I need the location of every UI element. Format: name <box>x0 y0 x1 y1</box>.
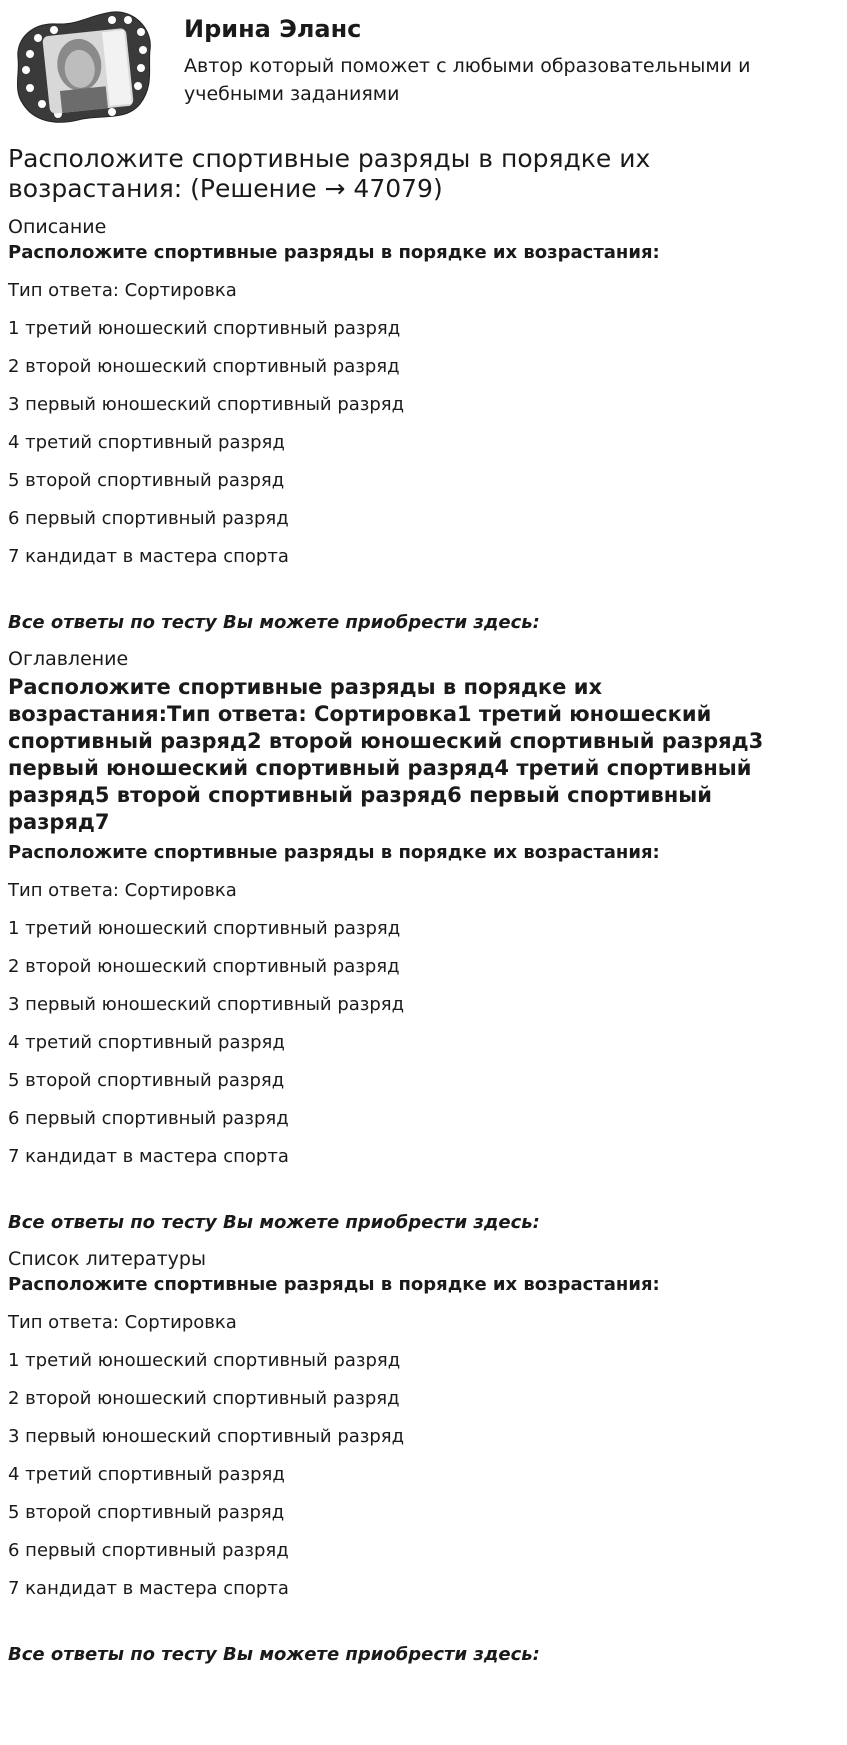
page-title: Расположите спортивные разряды в порядке их возрастания: (Решение → 47079) <box>8 144 651 203</box>
list-item: 6 первый спортивный разряд <box>8 1108 289 1129</box>
question-prompt: Расположите спортивные разряды в порядке их возрастания: <box>8 242 660 263</box>
author-card <box>8 8 828 128</box>
list-item: 1 третий юношеский спортивный разряд <box>8 1350 401 1371</box>
film-reel-frame-icon <box>8 8 158 128</box>
list-item: 1 третий юношеский спортивный разряд <box>8 918 401 939</box>
purchase-note[interactable]: Все ответы по тесту Вы можете приобрести здесь: <box>8 612 540 633</box>
list-item: 3 первый юношеский спортивный разряд <box>8 394 405 415</box>
author-name[interactable]: Ирина Эланс <box>184 15 362 43</box>
list-item: 6 первый спортивный разряд <box>8 1540 289 1561</box>
list-item: 5 второй спортивный разряд <box>8 470 285 491</box>
list-item: 5 второй спортивный разряд <box>8 1070 285 1091</box>
avatar <box>8 8 158 128</box>
section-label-toc: Оглавление <box>8 648 129 670</box>
list-item: 3 первый юношеский спортивный разряд <box>8 1426 405 1447</box>
main-content <box>8 144 828 1668</box>
list-item: 4 третий спортивный разряд <box>8 1032 285 1053</box>
spacer <box>8 570 828 610</box>
list-item: 7 кандидат в мастера спорта <box>8 1146 289 1167</box>
answer-type: Тип ответа: Сортировка <box>8 280 237 301</box>
question-prompt: Расположите спортивные разряды в порядке их возрастания: <box>8 1274 660 1295</box>
spacer <box>8 1170 828 1210</box>
toc-summary: Расположите спортивные разряды в порядке их возрастания:Тип ответа: Сортировка1 третий юношеский спортивный разряд2 второй юношеский спортивный разряд3 первый юношеский спортивный разряд4 третий спортивный разряд5 второй спортивный разряд6 первый спортивный разряд7 <box>8 675 764 834</box>
purchase-note[interactable]: Все ответы по тесту Вы можете приобрести здесь: <box>8 1212 540 1233</box>
list-item: 7 кандидат в мастера спорта <box>8 546 289 567</box>
answer-type: Тип ответа: Сортировка <box>8 1312 237 1333</box>
question-prompt: Расположите спортивные разряды в порядке их возрастания: <box>8 842 660 863</box>
list-item: 4 третий спортивный разряд <box>8 1464 285 1485</box>
list-item: 5 второй спортивный разряд <box>8 1502 285 1523</box>
author-bio: Автор который поможет с любыми образовательными и учебными заданиями <box>184 55 751 105</box>
list-item: 1 третий юношеский спортивный разряд <box>8 318 401 339</box>
answer-type: Тип ответа: Сортировка <box>8 880 237 901</box>
list-item: 3 первый юношеский спортивный разряд <box>8 994 405 1015</box>
list-item: 4 третий спортивный разряд <box>8 432 285 453</box>
list-item: 2 второй юношеский спортивный разряд <box>8 1388 400 1409</box>
section-label-references: Список литературы <box>8 1248 206 1270</box>
list-item: 2 второй юношеский спортивный разряд <box>8 356 400 377</box>
spacer <box>8 1602 828 1642</box>
list-item: 2 второй юношеский спортивный разряд <box>8 956 400 977</box>
purchase-note[interactable]: Все ответы по тесту Вы можете приобрести здесь: <box>8 1644 540 1665</box>
list-item: 7 кандидат в мастера спорта <box>8 1578 289 1599</box>
list-item: 6 первый спортивный разряд <box>8 508 289 529</box>
section-label-description: Описание <box>8 216 107 238</box>
